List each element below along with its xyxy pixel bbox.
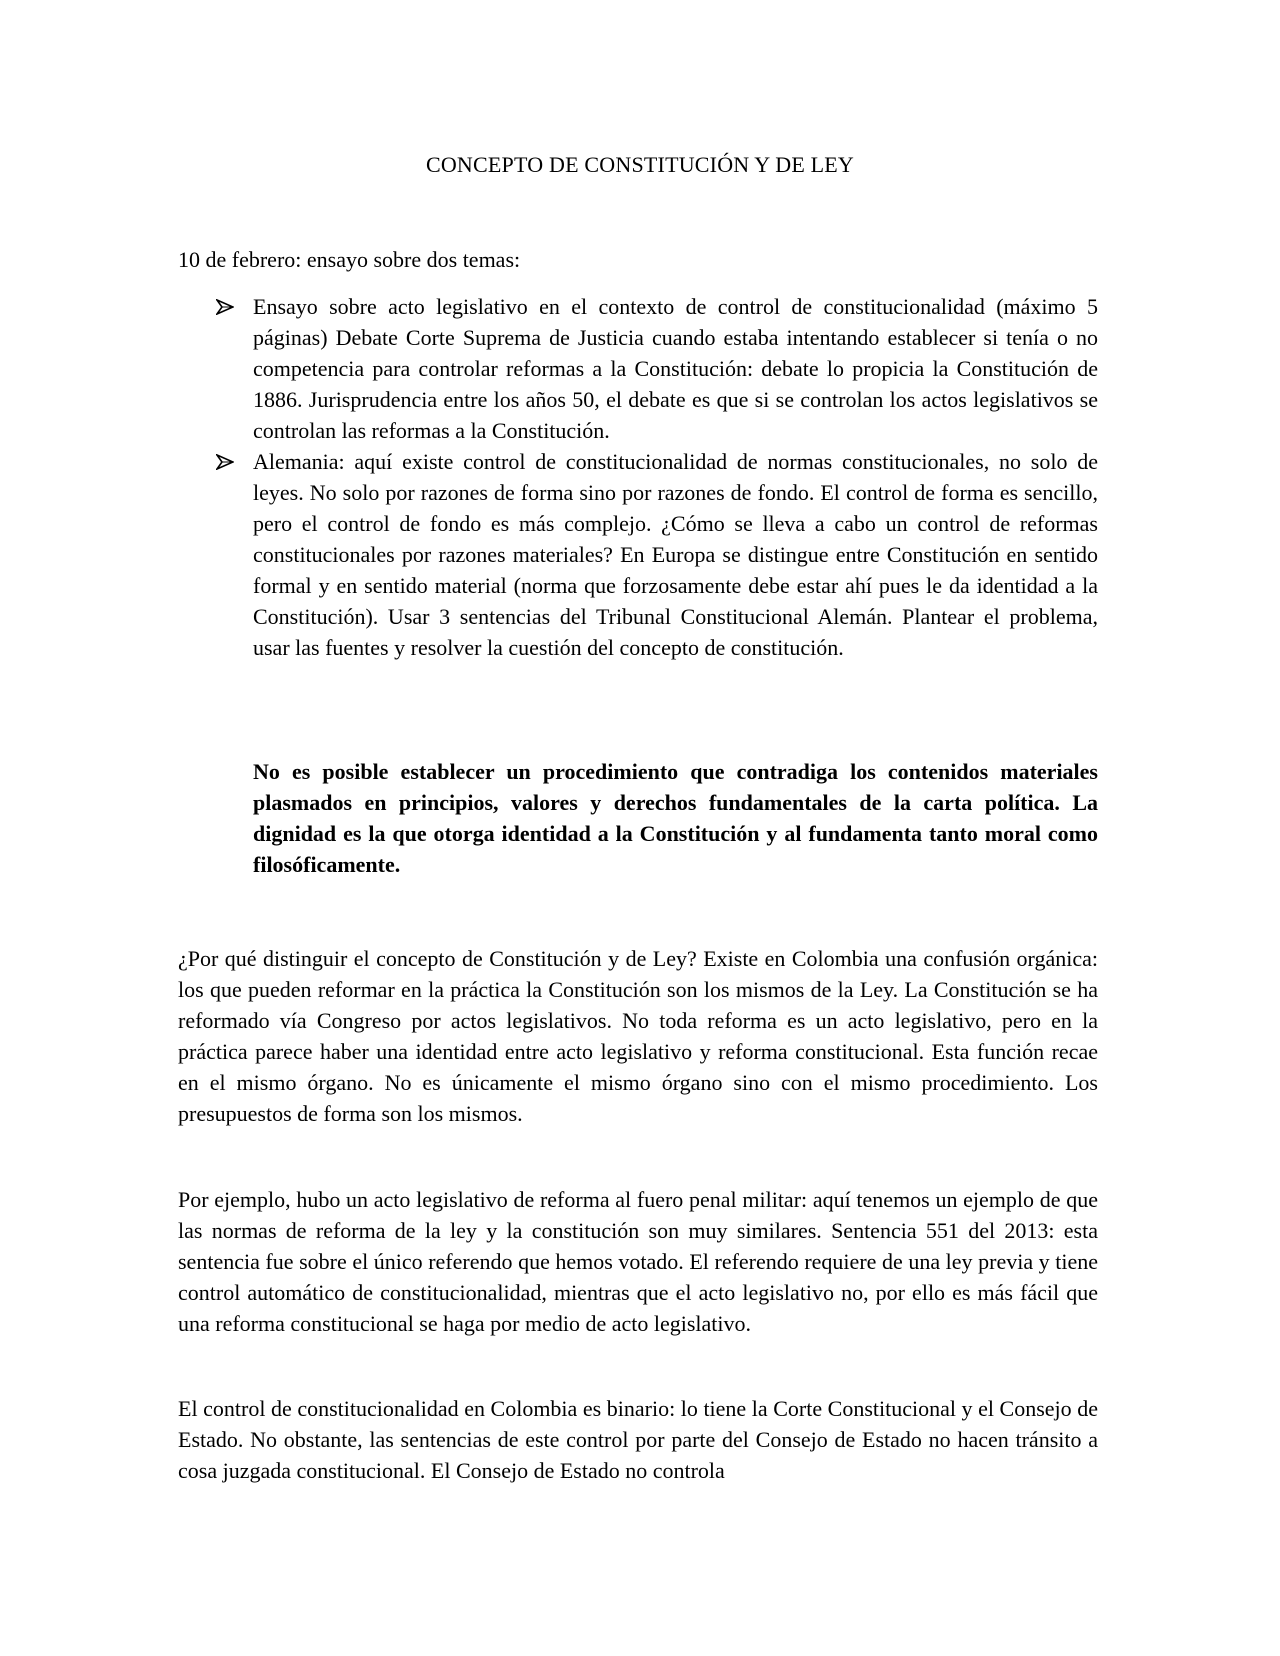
bold-note — [253, 756, 1098, 880]
list-item-text: Alemania: aquí existe control de constitucionalidad de normas constitucionales, no solo de leyes. No solo por razones de forma sino por razones de fondo. El control de forma es sencillo, pero el control de fondo es más complejo. ¿Cómo se lleva a cabo un control de reformas constitucionales por razones materiales? En Europa se distingue entre Constitución en sentido formal y en sentido material (norma que forzosamente debe estar ahí pues le da identidad a la Constitución). Usar 3 sentencias del Tribunal Constitucional Alemán. Plantear el problema, usar las fuentes y resolver la cuestión del concepto de constitución. — [253, 449, 1098, 660]
document-title: CONCEPTO DE CONSTITUCIÓN Y DE LEY — [425, 152, 855, 177]
paragraph-text: ¿Por qué distinguir el concepto de Constitución y de Ley? Existe en Colombia una confusión orgánica: los que pueden reformar en la práctica la Constitución son los mismos de la Ley. La Constitución se ha reformado vía Congreso por actos legislativos. No toda reforma es un acto legislativo, pero en la práctica parece haber una identidad entre acto legislativo y reforma constitucional. Esta función recae en el mismo órgano. No es únicamente el mismo órgano sino con el mismo procedimiento. Los presupuestos de forma son los mismos. — [178, 946, 1098, 1126]
arrowhead-bullet-icon — [216, 446, 236, 477]
intro-text: 10 de febrero: ensayo sobre dos temas: — [178, 247, 521, 272]
paragraph-text: Por ejemplo, hubo un acto legislativo de reforma al fuero penal militar: aquí tenemos un ejemplo de que las normas de reforma de la ley y la constitución son muy similares. Sentencia 551 del 2013: esta sentencia fue sobre el único referendo que hemos votado. El referendo requiere de una ley previa y tiene control automático de constitucionalidad, mientras que el acto legislativo no, por ello es más fácil que una reforma constitucional se haga por medio de acto legislativo. — [178, 1187, 1098, 1336]
body-paragraph — [178, 943, 1098, 1129]
list-item — [178, 446, 1098, 663]
paragraph-text: El control de constitucionalidad en Colombia es binario: lo tiene la Corte Constitucional y el Consejo de Estado. No obstante, las sentencias de este control por parte del Consejo de Estado no hacen tránsito a cosa juzgada constitucional. El Consejo de Estado no controla — [178, 1396, 1098, 1483]
body-paragraph — [178, 1184, 1098, 1339]
body-paragraph — [178, 1393, 1098, 1486]
list-item-text: Ensayo sobre acto legislativo en el contexto de control de constitucionalidad (máximo 5 páginas) Debate Corte Suprema de Justicia cuando estaba intentando establecer si tenía o no competencia para controlar reformas a la Constitución: debate lo propicia la Constitución de 1886. Jurisprudencia entre los años 50, el debate es que si se controlan los actos legislativos se controlan las reformas a la Constitución. — [253, 294, 1098, 443]
bold-note-text: No es posible establecer un procedimiento que contradiga los contenidos materiales plasmados en principios, valores y derechos fundamentales de la carta política. La dignidad es la que otorga identidad a la Constitución y al fundamenta tanto moral como filosóficamente. — [253, 759, 1098, 877]
essay-topics-list — [178, 291, 1098, 663]
list-item — [178, 291, 1098, 446]
intro-line — [178, 244, 1098, 275]
arrowhead-bullet-icon — [216, 291, 236, 322]
